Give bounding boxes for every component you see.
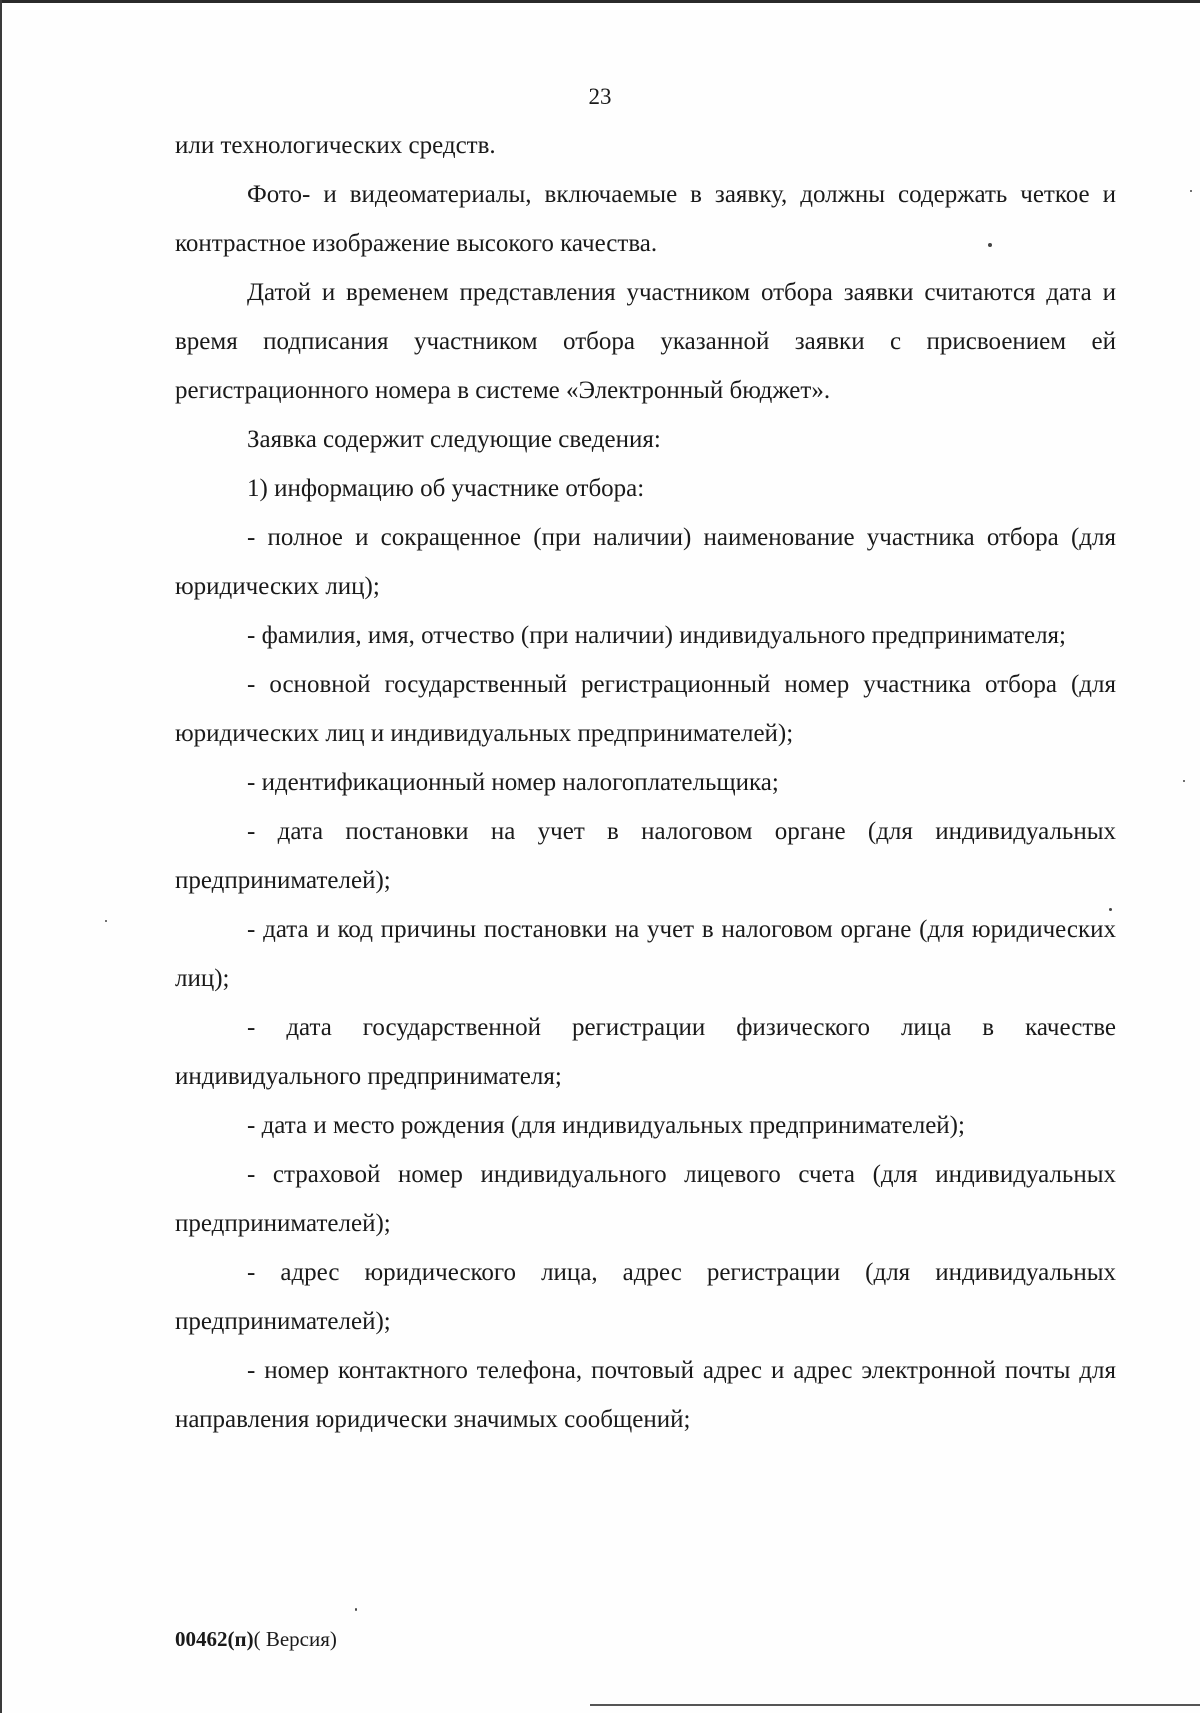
paragraph: 1) информацию об участнике отбора:	[247, 475, 645, 502]
scan-edge-top	[0, 0, 1200, 3]
scan-speck	[105, 920, 107, 922]
document-body	[175, 121, 1116, 1444]
scan-speck	[1183, 780, 1185, 782]
paragraph: Датой и временем представления участником отбора заявки считаются дата и время подписания участником отбора указанной заявки с присвоением ей регистрационного номера в системе «Электронный бюджет».	[175, 279, 1116, 404]
paragraph: - основной государственный регистрационный номер участника отбора (для юридических лиц и индивидуальных предпринимателей);	[175, 671, 1116, 747]
paragraph: Фото- и видеоматериалы, включаемые в заявку, должны содержать четкое и контрастное изображение высокого качества.	[175, 181, 1116, 257]
scan-speck	[355, 1608, 357, 1611]
paragraph: - полное и сокращенное (при наличии) наименование участника отбора (для юридических лиц);	[175, 524, 1116, 600]
scan-speck	[1109, 908, 1112, 911]
paragraph: - фамилия, имя, отчество (при наличии) индивидуального предпринимателя;	[247, 622, 1067, 649]
paragraph: Заявка содержит следующие сведения:	[247, 426, 661, 453]
document-code: 00462(п)	[175, 1627, 254, 1651]
paragraph: - дата постановки на учет в налоговом органе (для индивидуальных предпринимателей);	[175, 818, 1116, 894]
document-footer	[175, 1627, 337, 1652]
document-version: ( Версия)	[253, 1627, 337, 1651]
paragraph: - дата и место рождения (для индивидуальных предпринимателей);	[247, 1112, 965, 1139]
paragraph: или технологических средств.	[175, 132, 496, 159]
paragraph: - идентификационный номер налогоплательщика;	[247, 769, 779, 796]
paragraph: - страховой номер индивидуального лицевого счета (для индивидуальных предпринимателей);	[175, 1161, 1116, 1237]
scan-edge-bottom	[590, 1704, 1200, 1706]
scan-speck	[1190, 190, 1192, 192]
paragraph: - дата и код причины постановки на учет в налоговом органе (для юридических лиц);	[175, 916, 1116, 992]
paragraph: - дата государственной регистрации физического лица в качестве индивидуального предпринимателя;	[175, 1014, 1116, 1090]
page-number: 23	[588, 84, 612, 109]
scan-edge-left	[0, 0, 2, 1713]
scan-speck	[988, 243, 992, 247]
paragraph: - номер контактного телефона, почтовый адрес и адрес электронной почты для направления юридически значимых сообщений;	[175, 1357, 1116, 1433]
paragraph: - адрес юридического лица, адрес регистрации (для индивидуальных предпринимателей);	[175, 1259, 1116, 1335]
